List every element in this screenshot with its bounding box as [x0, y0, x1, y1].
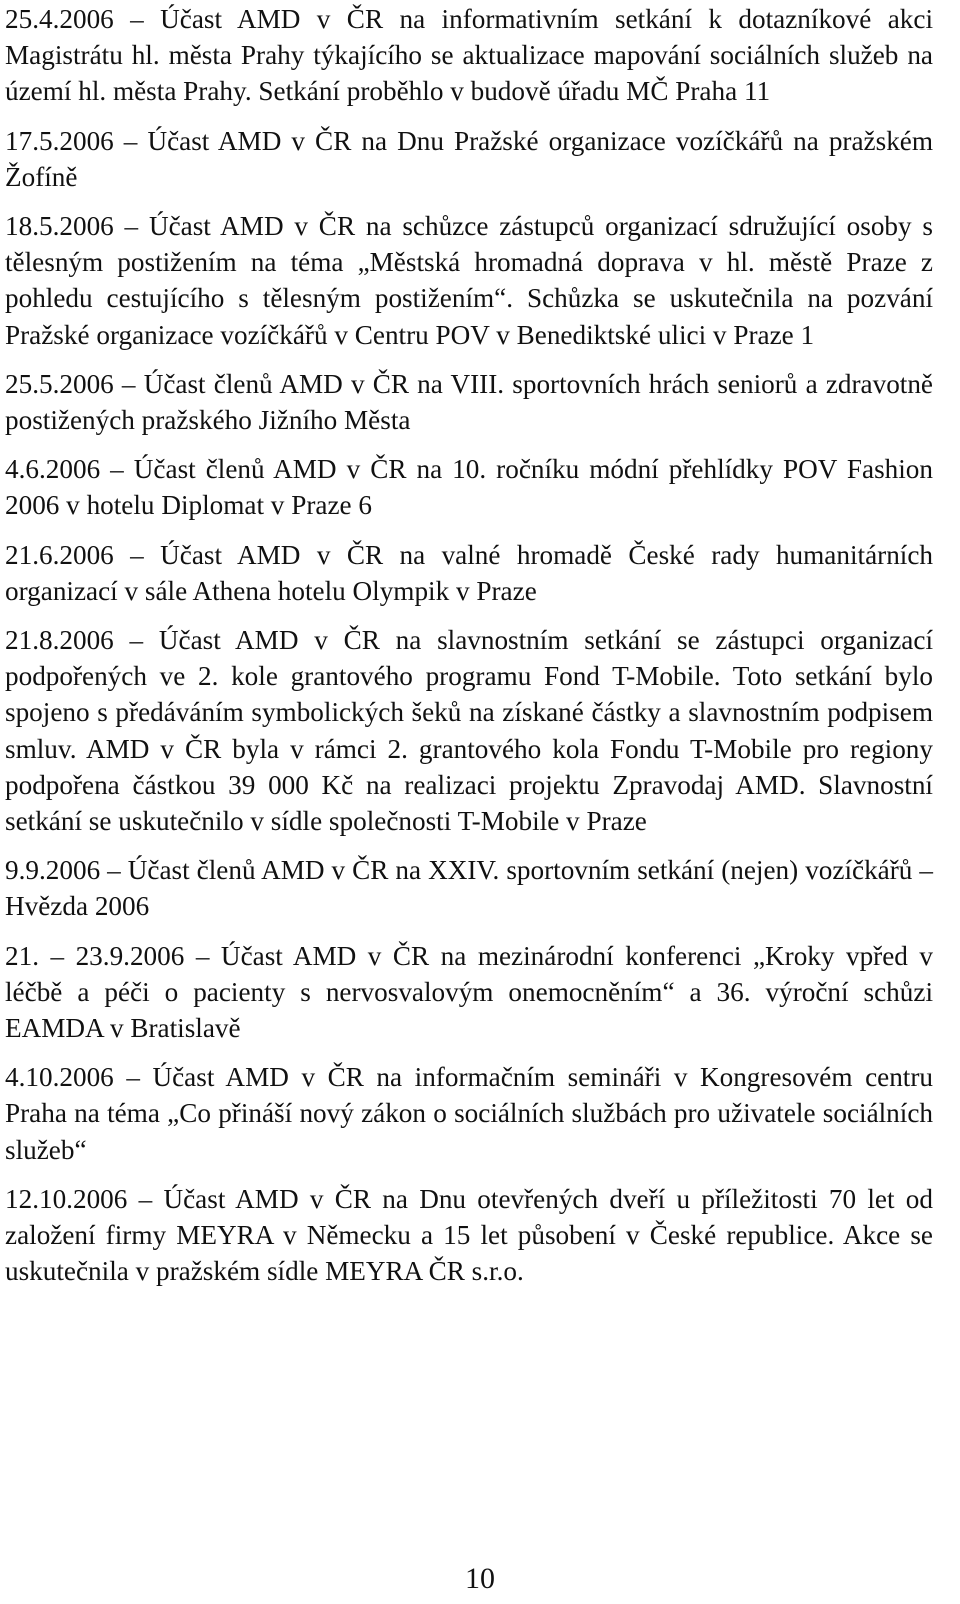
event-entry-2006-05-17: 17.5.2006 – Účast AMD v ČR na Dnu Pražské organizace vozíčkářů na pražském Žofíně — [5, 125, 933, 192]
event-entry-2006-08-21: 21.8.2006 – Účast AMD v ČR na slavnostním setkání se zástupci organizací podpořených ve 2. kole grantového programu Fond T-Mobile. Toto setkání bylo spojeno s předáváním symbolických šeků na získané částky a slavnostním podpisem smluv. AMD v ČR byla v rámci 2. grantového kola Fondu T-Mobile pro regiony podpořena částkou 39 000 Kč na realizaci projektu Zpravodaj AMD. Slavnostní setkání se uskutečnilo v sídle společnosti T-Mobile v Praze — [5, 625, 933, 837]
event-entry-2006-09-21: 21. – 23.9.2006 – Účast AMD v ČR na mezinárodní konferenci „Kroky vpřed v léčbě a péči o pacienty s nervosvalovým onemocněním“ a 36. výroční schůzi EAMDA v Bratislavě — [5, 940, 933, 1044]
event-entry-2006-06-21: 21.6.2006 – Účast AMD v ČR na valné hromadě České rady humanitárních organizací v sále Athena hotelu Olympik v Praze — [5, 539, 933, 606]
event-entry-2006-10-04: 4.10.2006 – Účast AMD v ČR na informačním semináři v Kongresovém centru Praha na téma „Co přináší nový zákon o sociálních službách pro uživatele sociálních služeb“ — [5, 1062, 933, 1165]
event-entry-2006-09-09: 9.9.2006 – Účast členů AMD v ČR na XXIV. sportovním setkání (nejen) vozíčkářů – Hvězda 2006 — [5, 855, 933, 922]
event-entry-2006-05-25: 25.5.2006 – Účast členů AMD v ČR na VIII. sportovních hrách seniorů a zdravotně postižených pražského Jižního Města — [5, 368, 933, 436]
document-page — [5, 0, 933, 1303]
event-entry-2006-04-25: 25.4.2006 – Účast AMD v ČR na informativním setkání k dotazníkové akci Magistrátu hl. města Prahy týkajícího se aktualizace mapování sociálních služeb na území hl. města Prahy. Setkání proběhlo v budově úřadu MČ Praha 11 — [5, 4, 933, 107]
page-number: 10 — [465, 1562, 495, 1595]
event-entry-2006-06-04: 4.6.2006 – Účast členů AMD v ČR na 10. ročníku módní přehlídky POV Fashion 2006 v hotelu Diplomat v Praze 6 — [5, 454, 933, 521]
event-entry-2006-10-12: 12.10.2006 – Účast AMD v ČR na Dnu otevřených dveří u příležitosti 70 let od založení firmy MEYRA v Německu a 15 let působení v České republice. Akce se uskutečnila v pražském sídle MEYRA ČR s.r.o. — [5, 1183, 933, 1287]
event-entry-2006-05-18: 18.5.2006 – Účast AMD v ČR na schůzce zástupců organizací sdružující osoby s tělesným postižením na téma „Městská hromadná doprava v hl. městě Praze z pohledu cestujícího s tělesným postižením“. Schůzka se uskutečnila na pozvání Pražské organizace vozíčkářů v Centru POV v Benediktské ulici v Praze 1 — [5, 211, 933, 350]
